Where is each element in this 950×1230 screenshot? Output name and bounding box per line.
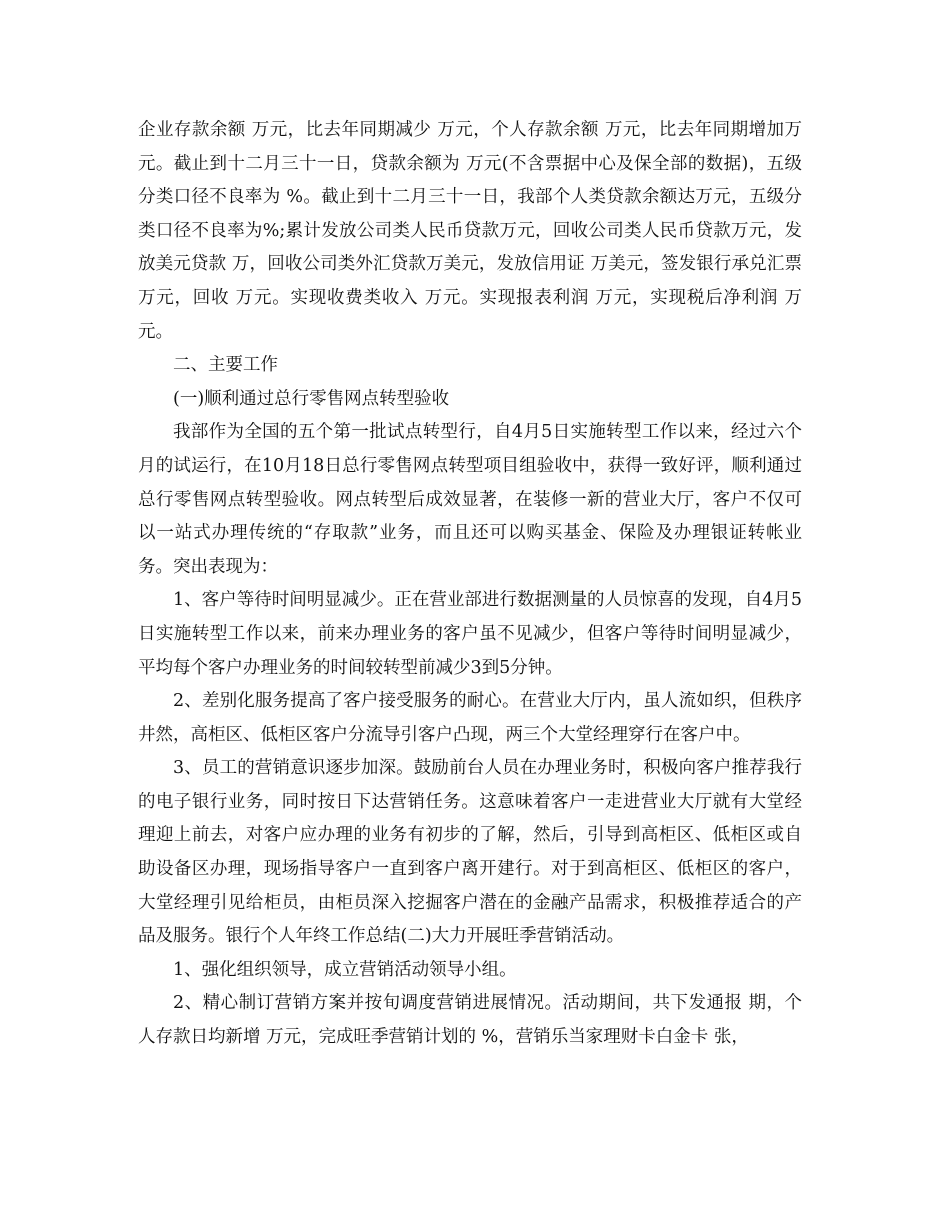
paragraph-point-2: 2、差别化服务提高了客户接受服务的耐心。在营业大厅内，虽人流如织，但秩序井然，高柜区、低柜区客户分流导引客户凸现，两三个大堂经理穿行在客户中。 [138,691,802,745]
document-page [138,114,802,1055]
paragraph-point-1: 1、客户等待时间明显减少。正在营业部进行数据测量的人员惊喜的发现，自4月5日实施转型工作以来，前来办理业务的客户虽不见减少，但客户等待时间明显减少，平均每个客户办理业务的时间较转型前减少3到5分钟。 [138,590,802,678]
paragraph-marketing-1: 1、强化组织领导，成立营销活动领导小组。 [173,959,517,980]
paragraph-marketing-2: 2、精心制订营销方案并按旬调度营销进展情况。活动期间，共下发通报 期，个人存款日均新增 万元，完成旺季营销计划的 %，营销乐当家理财卡白金卡 张， [138,993,802,1048]
section-heading-main-work: 二、主要工作 [173,355,278,376]
paragraph-point-3: 3、员工的营销意识逐步加深。鼓励前台人员在办理业务时，积极向客户推荐我行的电子银行业务，同时按日下达营销任务。这意味着客户一走进营业大厅就有大堂经理迎上前去，对客户应办理的业务有初步的了解，然后，引导到高柜区、低柜区或自助设备区办理，现场指导客户一直到客户离开建行。对于到高柜区、低柜区的客户，大堂经理引见给柜员，由柜员深入挖掘客户潜在的金融产品需求，积极推荐适合的产品及服务。银行个人年终工作总结(二)大力开展旺季营销活动。 [138,758,802,947]
subsection-heading-transformation: (一)顺利通过总行零售网点转型验收 [173,388,450,409]
paragraph-deposit-summary: 企业存款余额 万元，比去年同期减少 万元，个人存款余额 万元，比去年同期增加万元。截止到十二月三十一日，贷款余额为 万元(不含票据中心及保全部的数据)，五级分类口径不良率为 %。截止到十二月三十一日，我部个人类贷款余额达万元，五级分类口径不良率为%;累计发放公司类人民币贷款万元，回收公司类人民币贷款万元，发放美元贷款 万，回收公司类外汇贷款万美元，发放信用证 万美元，签发银行承兑汇票 万元，回收 万元。实现收费类收入 万元。实现报表利润 万元，实现税后净利润 万元。 [138,120,802,342]
paragraph-transformation: 我部作为全国的五个第一批试点转型行，自4月5日实施转型工作以来，经过六个月的试运行，在10月18日总行零售网点转型项目组验收中，获得一致好评，顺利通过总行零售网点转型验收。网点转型后成效显著，在装修一新的营业大厅，客户不仅可以一站式办理传统的“存取款”业务，而且还可以购买基金、保险及办理银证转帐业务。突出表现为： [138,422,802,577]
